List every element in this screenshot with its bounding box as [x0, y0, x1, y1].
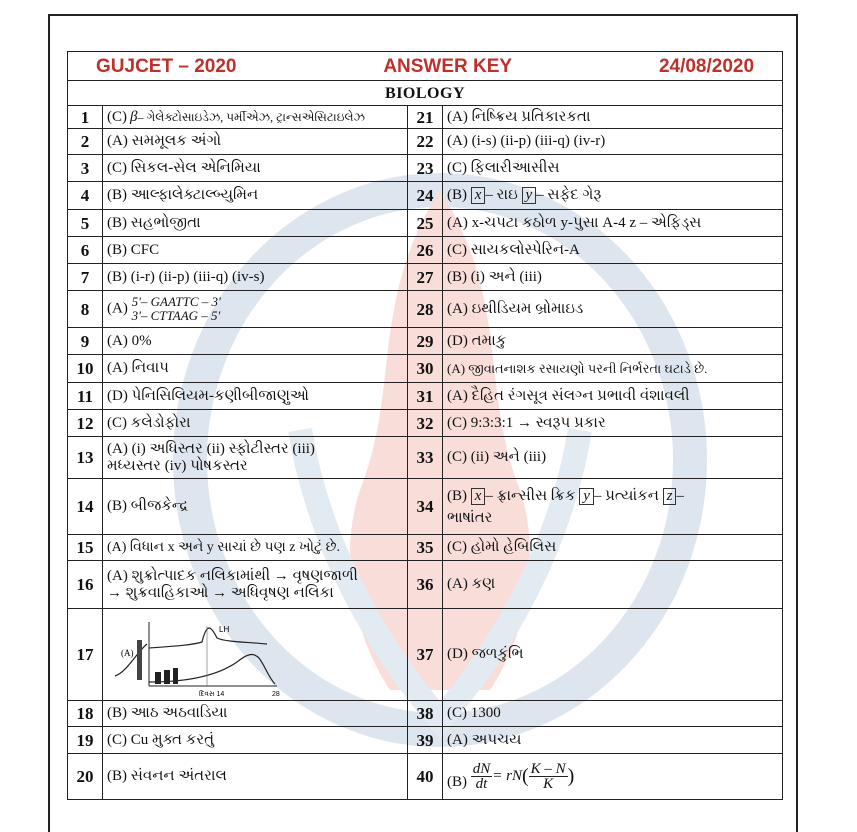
answer-text-line: ભાષાંતર: [447, 509, 493, 526]
question-number: 19: [68, 727, 103, 754]
table-row: [68, 727, 783, 754]
answer-cell: (B) બીજકેન્દ્ર: [103, 479, 408, 535]
question-number: 37: [408, 609, 443, 701]
table-row: [68, 609, 783, 701]
equation-fraction: [529, 762, 568, 791]
question-number: 10: [68, 355, 103, 383]
equation-text: = rN: [492, 767, 522, 784]
answer-cell: (C) સિકલ-સેલ એનિમિયા: [103, 155, 408, 182]
question-number: 23: [408, 155, 443, 182]
answer-option: (B): [447, 774, 467, 790]
question-number: 36: [408, 561, 443, 609]
answer-cell: [103, 561, 408, 609]
table-row: [68, 383, 783, 410]
question-number: 7: [68, 264, 103, 291]
fraction-numerator: K – N: [530, 761, 566, 777]
exam-date: 24/08/2020: [658, 55, 755, 77]
question-number: 9: [68, 328, 103, 355]
answer-cell: (B) આલ્ફાલેક્ટાલ્બ્યુમિન: [103, 182, 408, 210]
table-row: [68, 129, 783, 155]
answer-cell: (C) હોમો હેબિલિસ: [443, 535, 783, 561]
question-number: 33: [408, 437, 443, 479]
answer-option: (C): [107, 108, 127, 125]
answer-cell: [103, 106, 408, 129]
question-number: 40: [408, 754, 443, 800]
answer-cell: (B) સહભોજીતા: [103, 210, 408, 237]
answer-cell: (A) x-ચપટા કઠોળ y-પુસા A-4 z – એફિડ્સ: [443, 210, 783, 237]
question-number: 6: [68, 237, 103, 264]
answer-option: (B): [447, 187, 467, 203]
answer-cell: [443, 479, 783, 535]
answer-cell: (D) જળકુંભિ: [443, 609, 783, 701]
answer-text: – ફ્રાન્સીસ ક્રિક: [485, 487, 576, 504]
answer-cell: (C) 9:3:3:1 → સ્વરૂપ પ્રકાર: [443, 410, 783, 437]
answer-cell: (D) તમાકુ: [443, 328, 783, 355]
question-number: 5: [68, 210, 103, 237]
dna-sequence: [132, 295, 221, 323]
answer-text: – પ્રત્યાંકન: [593, 487, 659, 504]
answer-cell: (A) નિષ્ક્રિય પ્રતિકારકતા: [443, 106, 783, 129]
answer-cell: (A) ઇથીડિયમ બ્રોમાઇડ: [443, 291, 783, 328]
fraction-denominator: K: [543, 776, 554, 792]
question-number: 30: [408, 355, 443, 383]
answer-cell: (A) (i-s) (ii-p) (iii-q) (iv-r): [443, 129, 783, 155]
question-number: 29: [408, 328, 443, 355]
question-number: 3: [68, 155, 103, 182]
answer-text-line: (A) (i) અધિસ્તર (ii) સ્ફોટીસ્તર (iii): [107, 440, 315, 457]
answer-option: (A): [107, 300, 128, 317]
label-box: x: [471, 488, 486, 505]
label-box: y: [579, 488, 594, 505]
question-number: 1: [68, 106, 103, 129]
table-row: [68, 106, 783, 129]
question-number: 20: [68, 754, 103, 800]
fraction-numerator: dN: [472, 761, 491, 777]
answer-text-line: [447, 485, 778, 507]
table-row: [68, 328, 783, 355]
question-number: 11: [68, 383, 103, 410]
answer-cell: (C) કલેડોફોરા: [103, 410, 408, 437]
label-box: y: [522, 187, 537, 204]
question-number: 34: [408, 479, 443, 535]
question-number: 2: [68, 129, 103, 155]
answer-cell: (B) આઠ અઠવાડિયા: [103, 701, 408, 727]
answer-text: –: [676, 487, 684, 504]
answer-text: – રાઇ: [485, 187, 518, 203]
answer-cell: (C) Cu મુક્ત કરતું: [103, 727, 408, 754]
dna-strand-top: 5'– GAATTC – 3': [131, 294, 221, 309]
answer-cell: [103, 291, 408, 328]
question-number: 15: [68, 535, 103, 561]
question-number: 17: [68, 609, 103, 701]
dna-strand-bottom: 3'– CTTAAG – 5': [131, 308, 221, 323]
figure-label-day: દિવસ 14: [199, 690, 225, 698]
figure-label-lh: LH: [219, 624, 230, 634]
answer-cell: (A) જીવાતનાશક રસાયણો પરની નિર્ભરતા ઘટાડે છે.: [443, 355, 783, 383]
label-box: z: [663, 488, 677, 505]
answer-option: (B): [447, 487, 467, 504]
page-title: ANSWER KEY: [383, 55, 513, 77]
question-number: 31: [408, 383, 443, 410]
question-number: 39: [408, 727, 443, 754]
question-number: 16: [68, 561, 103, 609]
answer-cell: (C) (ii) અને (iii): [443, 437, 783, 479]
answer-cell: (C) 1300: [443, 701, 783, 727]
answer-text: – સફેદ ગેરૂ: [536, 187, 602, 203]
question-number: 27: [408, 264, 443, 291]
hormone-graph-figure: [107, 612, 287, 698]
answer-text: – ગેલેક્ટોસાઇડેઝ, પર્મીએઝ, ટ્રાન્સએસિટાઇલેઝ: [137, 109, 365, 124]
table-row: [68, 754, 783, 800]
question-number: 26: [408, 237, 443, 264]
answer-cell: (C) ફિલારીઆસીસ: [443, 155, 783, 182]
question-number: 35: [408, 535, 443, 561]
question-number: 21: [408, 106, 443, 129]
table-row: [68, 410, 783, 437]
answer-cell: (B) (i) અને (iii): [443, 264, 783, 291]
answer-text-line: (A) શુક્રોત્પાદક નલિકામાંથી → વૃષણજાળી: [107, 567, 358, 584]
question-number: 32: [408, 410, 443, 437]
answer-cell: (A) વિધાન x અને y સાચાં છે પણ z ખોટું છે.: [103, 535, 408, 561]
question-number: 14: [68, 479, 103, 535]
question-number: 12: [68, 410, 103, 437]
beta-symbol: β: [130, 108, 138, 125]
answer-cell: (B) (i-r) (ii-p) (iii-q) (iv-s): [103, 264, 408, 291]
table-row: [68, 535, 783, 561]
question-number: 4: [68, 182, 103, 210]
table-row: [68, 237, 783, 264]
table-row: [68, 437, 783, 479]
answer-key-table: [67, 51, 783, 800]
question-number: 8: [68, 291, 103, 328]
question-number: 18: [68, 701, 103, 727]
table-row: [68, 561, 783, 609]
table-row: [68, 264, 783, 291]
table-row: [68, 182, 783, 210]
question-number: 25: [408, 210, 443, 237]
figure-label-end: 28: [272, 690, 280, 698]
answer-cell: (A) 0%: [103, 328, 408, 355]
header-row: [68, 52, 783, 81]
answer-cell: (B) CFC: [103, 237, 408, 264]
equation-fraction: [471, 762, 493, 791]
answer-cell: (C) સાયકલોસ્પેરિન-A: [443, 237, 783, 264]
answer-cell: [103, 437, 408, 479]
table-row: [68, 701, 783, 727]
table-row: [68, 479, 783, 535]
question-number: 13: [68, 437, 103, 479]
question-number: 22: [408, 129, 443, 155]
answer-text-line: મધ્યસ્તર (iv) પોષકસ્તર: [107, 457, 248, 474]
question-number: 38: [408, 701, 443, 727]
answer-cell: (B) સંવનન અંતરાલ: [103, 754, 408, 800]
answer-cell: (A) અપચય: [443, 727, 783, 754]
answer-text-line: → શુક્રવાહિકાઓ → અધિવૃષણ નલિકા: [107, 584, 334, 601]
answer-cell: (B) $\frac{dN}{dt}$ = rN( $\frac{K - N}{K}$ ): [443, 754, 783, 800]
question-number: 24: [408, 182, 443, 210]
table-row: [68, 291, 783, 328]
answer-cell: (A) સમમૂલક અંગો: [103, 129, 408, 155]
answer-cell: [443, 182, 783, 210]
answer-cell: (A) કણ: [443, 561, 783, 609]
answer-cell: (A) નિવાપ: [103, 355, 408, 383]
answer-cell: (D) પેનિસિલિયમ-કણીબીજાણુઓ: [103, 383, 408, 410]
table-row: [68, 355, 783, 383]
fraction-denominator: dt: [475, 776, 488, 792]
answer-cell: [103, 609, 408, 701]
question-number: 28: [408, 291, 443, 328]
answer-cell: (A) દૈહિત રંગસૂત્ર સંલગ્ન પ્રભાવી વંશાવલી: [443, 383, 783, 410]
table-row: [68, 155, 783, 182]
subject-heading: BIOLOGY: [68, 81, 783, 106]
figure-option-label: (A): [121, 647, 134, 658]
table-row: [68, 210, 783, 237]
exam-name: GUJCET – 2020: [96, 55, 237, 77]
label-box: x: [471, 187, 486, 204]
